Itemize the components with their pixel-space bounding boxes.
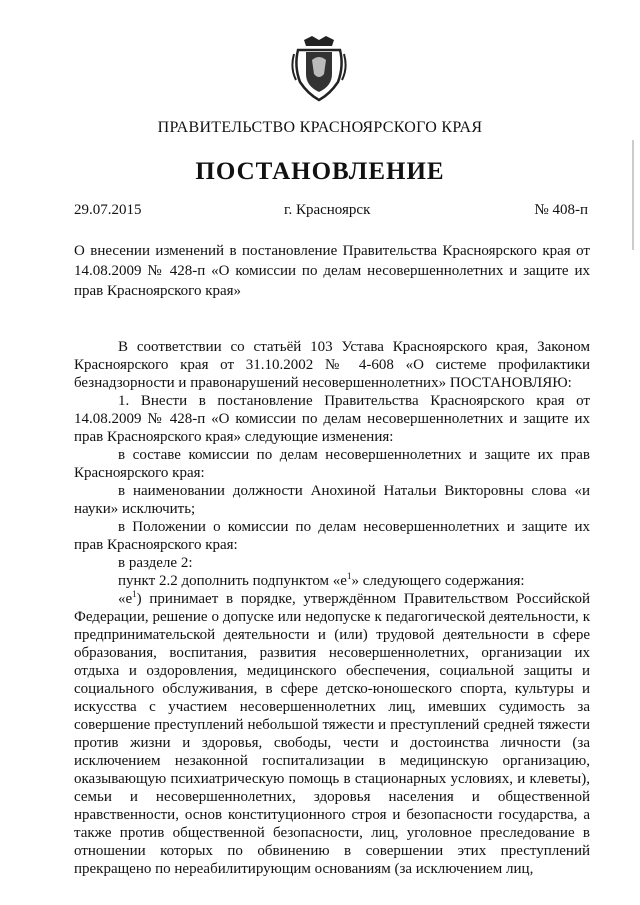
scan-edge-mark	[632, 140, 634, 250]
sub-item-suffix: » следующего содержания:	[351, 573, 525, 589]
paragraph: в наименовании должности Анохиной Натальи Викторовны слова «и науки» исключить;	[74, 483, 590, 517]
document-type-title: ПОСТАНОВЛЕНИЕ	[195, 158, 445, 185]
document-subject: О внесении изменений в постановление Правительства Красноярского края от 14.08.2009 № 428-п «О комиссии по делам несовершеннолетних и защите их прав Красноярского края»	[74, 243, 590, 299]
quote-prefix: «е	[118, 591, 133, 607]
paragraph: В соответствии со статьёй 103 Устава Красноярского края, Законом Красноярского края от 31.10.2002 № 4-608 «О системе профилактики безнадзорности и правонарушений несовершеннолетних» ПОСТАНОВЛЯЮ:	[74, 339, 590, 391]
document-body	[74, 338, 590, 878]
quote-superscript: 1	[132, 589, 137, 599]
sub-item-superscript: 1	[346, 571, 352, 581]
paragraph: в Положении о комиссии по делам несовершеннолетних и защите их прав Красноярского края:	[74, 519, 590, 553]
paragraph: в составе комиссии по делам несовершеннолетних и защите их прав Красноярского края:	[74, 447, 590, 481]
coat-of-arms-icon	[290, 34, 348, 104]
paragraph: 1. Внести в постановление Правительства Красноярского края от 14.08.2009 № 428-п «О комиссии по делам несовершеннолетних и защите их прав Красноярского края» следующие изменения:	[74, 393, 590, 445]
document-date: 29.07.2015	[74, 202, 142, 218]
paragraph	[74, 572, 590, 590]
document-number: № 408-п	[534, 202, 588, 218]
organization-name: ПРАВИТЕЛЬСТВО КРАСНОЯРСКОГО КРАЯ	[157, 119, 483, 136]
document-meta-row	[74, 202, 588, 222]
sub-item-prefix: пункт 2.2 дополнить подпунктом «е	[118, 573, 347, 589]
document-city: г. Красноярск	[284, 202, 371, 218]
paragraph: в разделе 2:	[118, 555, 193, 571]
quoted-paragraph	[74, 590, 590, 878]
quote-text: ) принимает в порядке, утверждённом Правительством Российской Федерации, решение о допуске или недопуске к педагогической деятельности, к предпринимательской деятельности и (или) трудовой деятельности в сфере образования, воспитания, развития несовершеннолетних, организации их отдыха и оздоровления, медицинского обеспечения, социальной защиты и социального обслуживания, в сфере детско-юношеского спорта, культуры и искусства с участием несовершеннолетних лиц, имевших судимость за совершение преступлений небольшой тяжести и преступлений средней тяжести против жизни и здоровья, свободы, чести и достоинства личности (за исключением незаконной госпитализации в медицинскую организацию, оказывающую психиатрическую помощь в стационарных условиях, и клеветы), семьи и несовершеннолетних, здоровья населения и общественной нравственности, основ конституционного строя и безопасности государства, а также против общественной безопасности, лиц, уголовное преследование в отношении которых по обвинению в совершении этих преступлений прекращено по нереабилитирующим основаниям (за исключением лиц,	[74, 591, 590, 877]
